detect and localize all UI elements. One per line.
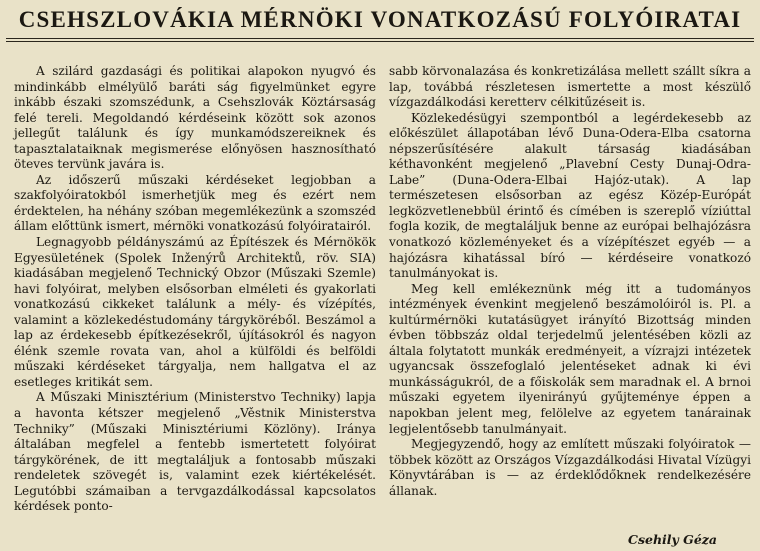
paragraph: A szilárd gazdasági és politikai alapokon nyugvó és mindinkább elmélyülő baráti ság figyelmünket egyre inkább északi szomszédunk, a Csehszlovák Köztársaság felé tereli. Megoldandó kérdéseink között sok azonos jellegűt találunk és így munkamódszereiknek és tapasztalataiknak megismerése előnyösen hasznosítható öteves tervünk javára is. xyxy=(14,64,376,172)
article-title: CSEHSZLOVÁKIA MÉRNÖKI VONATKOZÁSÚ FOLYÓIRATAI xyxy=(18,7,742,32)
paragraph: sabb körvonalazása és konkretizálása mellett szállt síkra a lap, továbbá részletesen ismertette a most készülő vízgazdálkodási keretterv célkitűzéseit is. xyxy=(389,64,751,110)
paragraph: Megjegyzendő, hogy az említett műszaki folyóiratok — többek között az Országos Vízgazdálkodási Hivatal Vízügyi Könyvtárában is — az érdeklődőknek rendelkezésére állanak. xyxy=(389,437,751,498)
author-signature: Csehily Géza xyxy=(628,532,717,547)
paragraph: Legnagyobb példányszámú az Építészek és Mérnökök Egyesületének (Spolek Inženýrů Architektů, röv. SIA) kiadásában megjelenő Technický Obzor (Műszaki Szemle) havi folyóirat, melyben elsősorban elméleti és gyakorlati vonatkozású cikkeket találunk a mély- és vízépítés, valamint a közlekedéstudomány tárgyköréből. Beszámol a lap az érdekesebb építkezésekről, újításokról és nagyon élénk szemle rovata van, ahol a külföldi és belföldi műszaki kérdéseket tárgyalja, nem hallgatva el az esetleges kritikát sem. xyxy=(14,235,376,389)
title-rule-bottom xyxy=(6,41,754,42)
left-column xyxy=(14,64,376,515)
title-rule-top xyxy=(6,38,754,39)
paragraph: Közlekedésügyi szempontból a legérdekesebb az előkészület állapotában lévő Duna-Odera-Elba csatorna népszerűsítésére alakult társaság kiadásában kéthavonként megjelenő „Plavební Cesty Dunaj-Odra-Labe” (Duna-Odera-Elbai Hajóz-utak). A lap természetesen elsősorban az egész Közép-Európát legközvetlenebbül érintő és címében is szereplő víziúttal fogla kozik, de megtaláljuk benne az európai belhajózásra vonatkozó közleményeket és a vízépítészet egyéb — a hajózásra kihatással bíró — kérdéseire vonatkozó tanulmányokat is. xyxy=(389,110,751,281)
right-column xyxy=(389,64,751,499)
paragraph: Az időszerű műszaki kérdéseket legjobban a szakfolyóiratokból ismerhetjük meg és ezért nem érdektelen, ha néhány szóban megemlékezünk a szomszéd állam előttünk ismert, mérnöki vonatkozású folyóiratairól. xyxy=(14,172,376,234)
paragraph: A Műszaki Minisztérium (Ministerstvo Techniky) lapja a havonta kétszer megjelenő „Věstnik Ministerstva Techniky” (Műszaki Minisztériumi Közlöny). Iránya általában megfelel a fentebb ismertetett folyóirat tárgykörének, de itt megtaláljuk a fontosabb műszaki rendeletek szövegét is, valamint ezek kiértékelését. Legutóbbi számaiban a tervgazdálkodással kapcsolatos kérdések ponto- xyxy=(14,390,376,514)
paragraph: Meg kell emlékeznünk még itt a tudományos intézmények évenkint megjelenő beszámolóiról is. Pl. a kultúrmérnöki kutatásügyet irányító Bizottság minden évben többszáz oldal terjedelmű jelentésében közli az általa folytatott munkák eredményeit, a vízrajzi intézetek ugyancsak összefoglaló jelentéseket adnak ki évi munkásságukról, de a főiskolák sem maradnak el. A brnoi műszaki egyetem ilyenirányú gyűjteménye éppen a napokban jelent meg, felölelve az egyetem tanárainak legjelentősebb tanulmányait. xyxy=(389,281,751,436)
